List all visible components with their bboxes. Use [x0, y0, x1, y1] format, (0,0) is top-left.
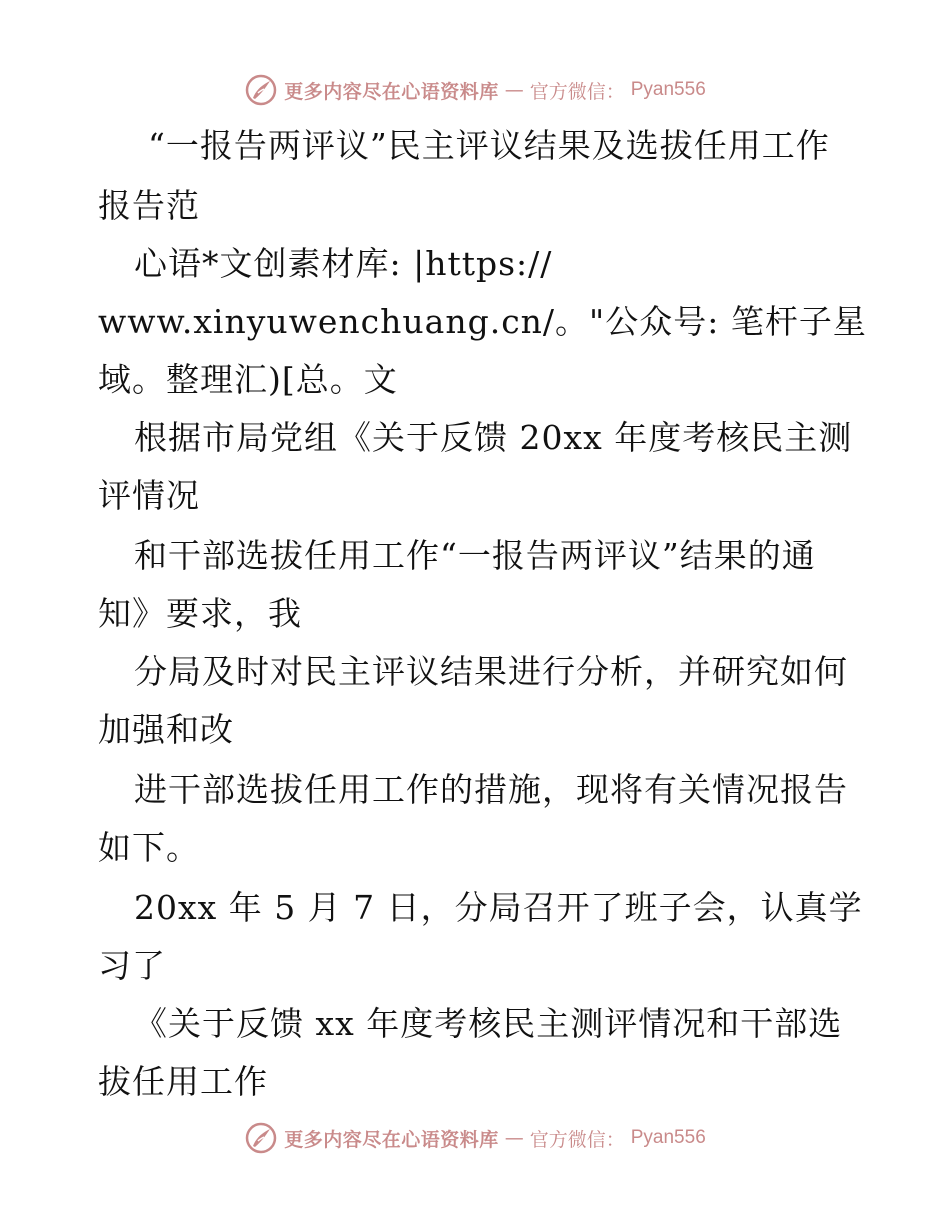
- banner-dash: —: [504, 79, 524, 101]
- text-line-para1-6: 加强和改: [98, 710, 234, 749]
- banner-wechat-handle: Pyan556: [630, 79, 706, 100]
- text-line-para2-3: 《关于反馈 xx 年度考核民主测评情况和干部选: [134, 1004, 843, 1043]
- text-line-source-3: 域。整理汇)[总。文: [98, 360, 398, 399]
- text-line-source-2: www.xinyuwenchuang.cn/。"公众号: 笔杆子星: [98, 302, 867, 341]
- text-line-para1-8: 如下。: [98, 828, 200, 867]
- flame-pen-logo-icon: [244, 1121, 278, 1155]
- text-line-para2-1: 20xx 年 5 月 7 日，分局召开了班子会，认真学: [134, 888, 863, 927]
- banner-brand-text: 更多内容尽在心语资料库: [284, 1128, 499, 1151]
- footer-banner: [0, 1118, 950, 1158]
- text-line-title-1: “一报告两评议”民主评议结果及选拔任用工作: [148, 126, 830, 165]
- text-line-title-2: 报告范: [98, 186, 200, 225]
- text-line-para1-3: 和干部选拔任用工作“一报告两评议”结果的通: [134, 536, 816, 575]
- header-banner: [0, 70, 950, 110]
- banner-brand-text: 更多内容尽在心语资料库: [284, 80, 499, 103]
- text-line-para1-4: 知》要求，我: [98, 594, 302, 633]
- text-line-para1-7: 进干部选拔任用工作的措施，现将有关情况报告: [134, 770, 848, 809]
- text-line-source-1: 心语*文创素材库: |https://: [134, 244, 553, 283]
- banner-wechat-label: 官方微信：: [529, 1128, 625, 1151]
- banner-wechat-handle: Pyan556: [630, 1127, 706, 1148]
- text-line-para1-2: 评情况: [98, 476, 200, 515]
- text-line-para2-2: 习了: [98, 946, 166, 985]
- text-line-para1-1: 根据市局党组《关于反馈 20xx 年度考核民主测: [134, 418, 853, 457]
- flame-pen-logo-icon: [244, 73, 278, 107]
- text-line-para2-4: 拔任用工作: [98, 1062, 268, 1101]
- banner-wechat-label: 官方微信：: [529, 80, 625, 103]
- banner-dash: —: [504, 1127, 524, 1149]
- text-line-para1-5: 分局及时对民主评议结果进行分析，并研究如何: [134, 652, 848, 691]
